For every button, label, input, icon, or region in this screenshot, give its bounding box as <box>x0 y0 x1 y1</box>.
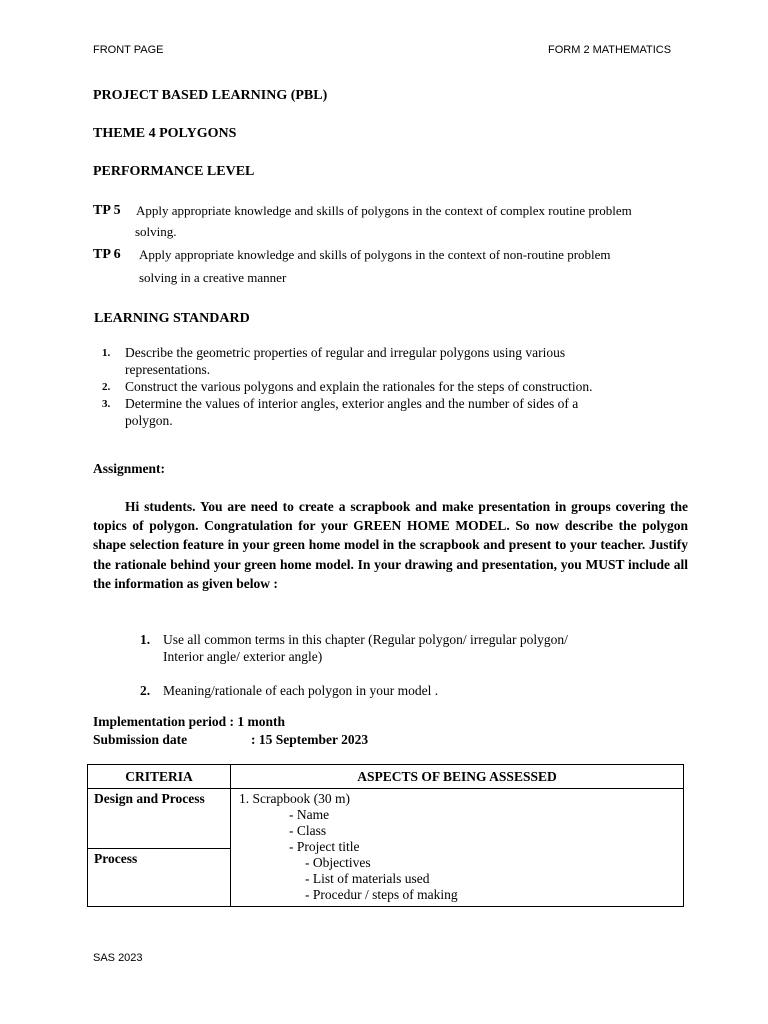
tp5-text-line2: solving. <box>135 224 177 239</box>
criteria-cell-process: Process <box>88 849 231 907</box>
ls-num-2: 2. <box>102 381 111 393</box>
tp6-item <box>93 246 121 263</box>
ls-item-1-line2: representations. <box>125 362 211 377</box>
aspect-item: 1. Scrapbook (30 m) <box>239 791 350 806</box>
ls-item-3-line1: Determine the values of interior angles, exterior angles and the number of sides of a <box>125 396 579 411</box>
assignment-heading: Assignment: <box>93 461 166 476</box>
ls-item-1-line1: Describe the geometric properties of regular and irregular polygons using various <box>125 345 566 360</box>
header-left: FRONT PAGE <box>93 44 164 56</box>
tp5-text-line1: Apply appropriate knowledge and skills of polygons in the context of complex routine problem <box>136 203 632 218</box>
assign-num-1: 1. <box>140 632 151 647</box>
ls-item-3-line2: polygon. <box>125 413 173 428</box>
tp6-text-line2: solving in a creative manner <box>139 270 287 285</box>
ls-item-2-line1: Construct the various polygons and explain the rationales for the steps of construction. <box>125 379 593 394</box>
page-title: PROJECT BASED LEARNING (PBL) <box>93 88 328 103</box>
aspect-item: - Name <box>289 807 330 822</box>
submission-date-label: Submission date <box>93 732 188 747</box>
assign-item-1-line2: Interior angle/ exterior angle) <box>163 649 323 664</box>
aspect-item: - List of materials used <box>305 871 430 886</box>
criteria-header: CRITERIA <box>88 765 231 789</box>
aspect-item: - Objectives <box>305 855 371 870</box>
ls-num-1: 1. <box>102 347 111 359</box>
performance-level-heading: PERFORMANCE LEVEL <box>93 164 255 179</box>
criteria-table <box>87 764 684 907</box>
implementation-period: Implementation period : 1 month <box>93 714 285 729</box>
tp6-text-line1: Apply appropriate knowledge and skills of polygons in the context of non-routine problem <box>139 247 611 262</box>
ls-num-3: 3. <box>102 398 111 410</box>
assign-num-2: 2. <box>140 683 151 698</box>
tp5-item <box>93 202 121 219</box>
theme-heading: THEME 4 POLYGONS <box>93 126 237 141</box>
assignment-paragraph: Hi students. You are need to create a scrapbook and make presentation in groups covering the topics of polygon. Congratulation for your GREEN HOME MODEL. So now describe the polygon shape selection feature in your green home model in the scrapbook and present to your teacher. Justify the rationale behind your green home model. In your drawing and presentation, you MUST include all the information as given below : <box>93 499 688 591</box>
aspects-header: ASPECTS OF BEING ASSESSED <box>231 765 684 789</box>
assign-item-1-line1: Use all common terms in this chapter (Regular polygon/ irregular polygon/ <box>163 632 568 647</box>
submission-date-value: : 15 September 2023 <box>251 732 369 747</box>
aspect-item: - Class <box>289 823 327 838</box>
aspect-item: - Procedur / steps of making <box>305 887 458 902</box>
header-right: FORM 2 MATHEMATICS <box>548 44 672 56</box>
footer-text: SAS 2023 <box>93 952 143 964</box>
aspects-cell <box>231 789 684 907</box>
criteria-cell-design: Design and Process <box>88 789 231 849</box>
tp5-code: TP 5 <box>93 203 121 218</box>
learning-standard-heading: LEARNING STANDARD <box>94 311 250 326</box>
tp6-code: TP 6 <box>93 247 121 262</box>
aspect-item: - Project title <box>289 839 360 854</box>
assign-item-2-line1: Meaning/rationale of each polygon in your model . <box>163 683 439 698</box>
